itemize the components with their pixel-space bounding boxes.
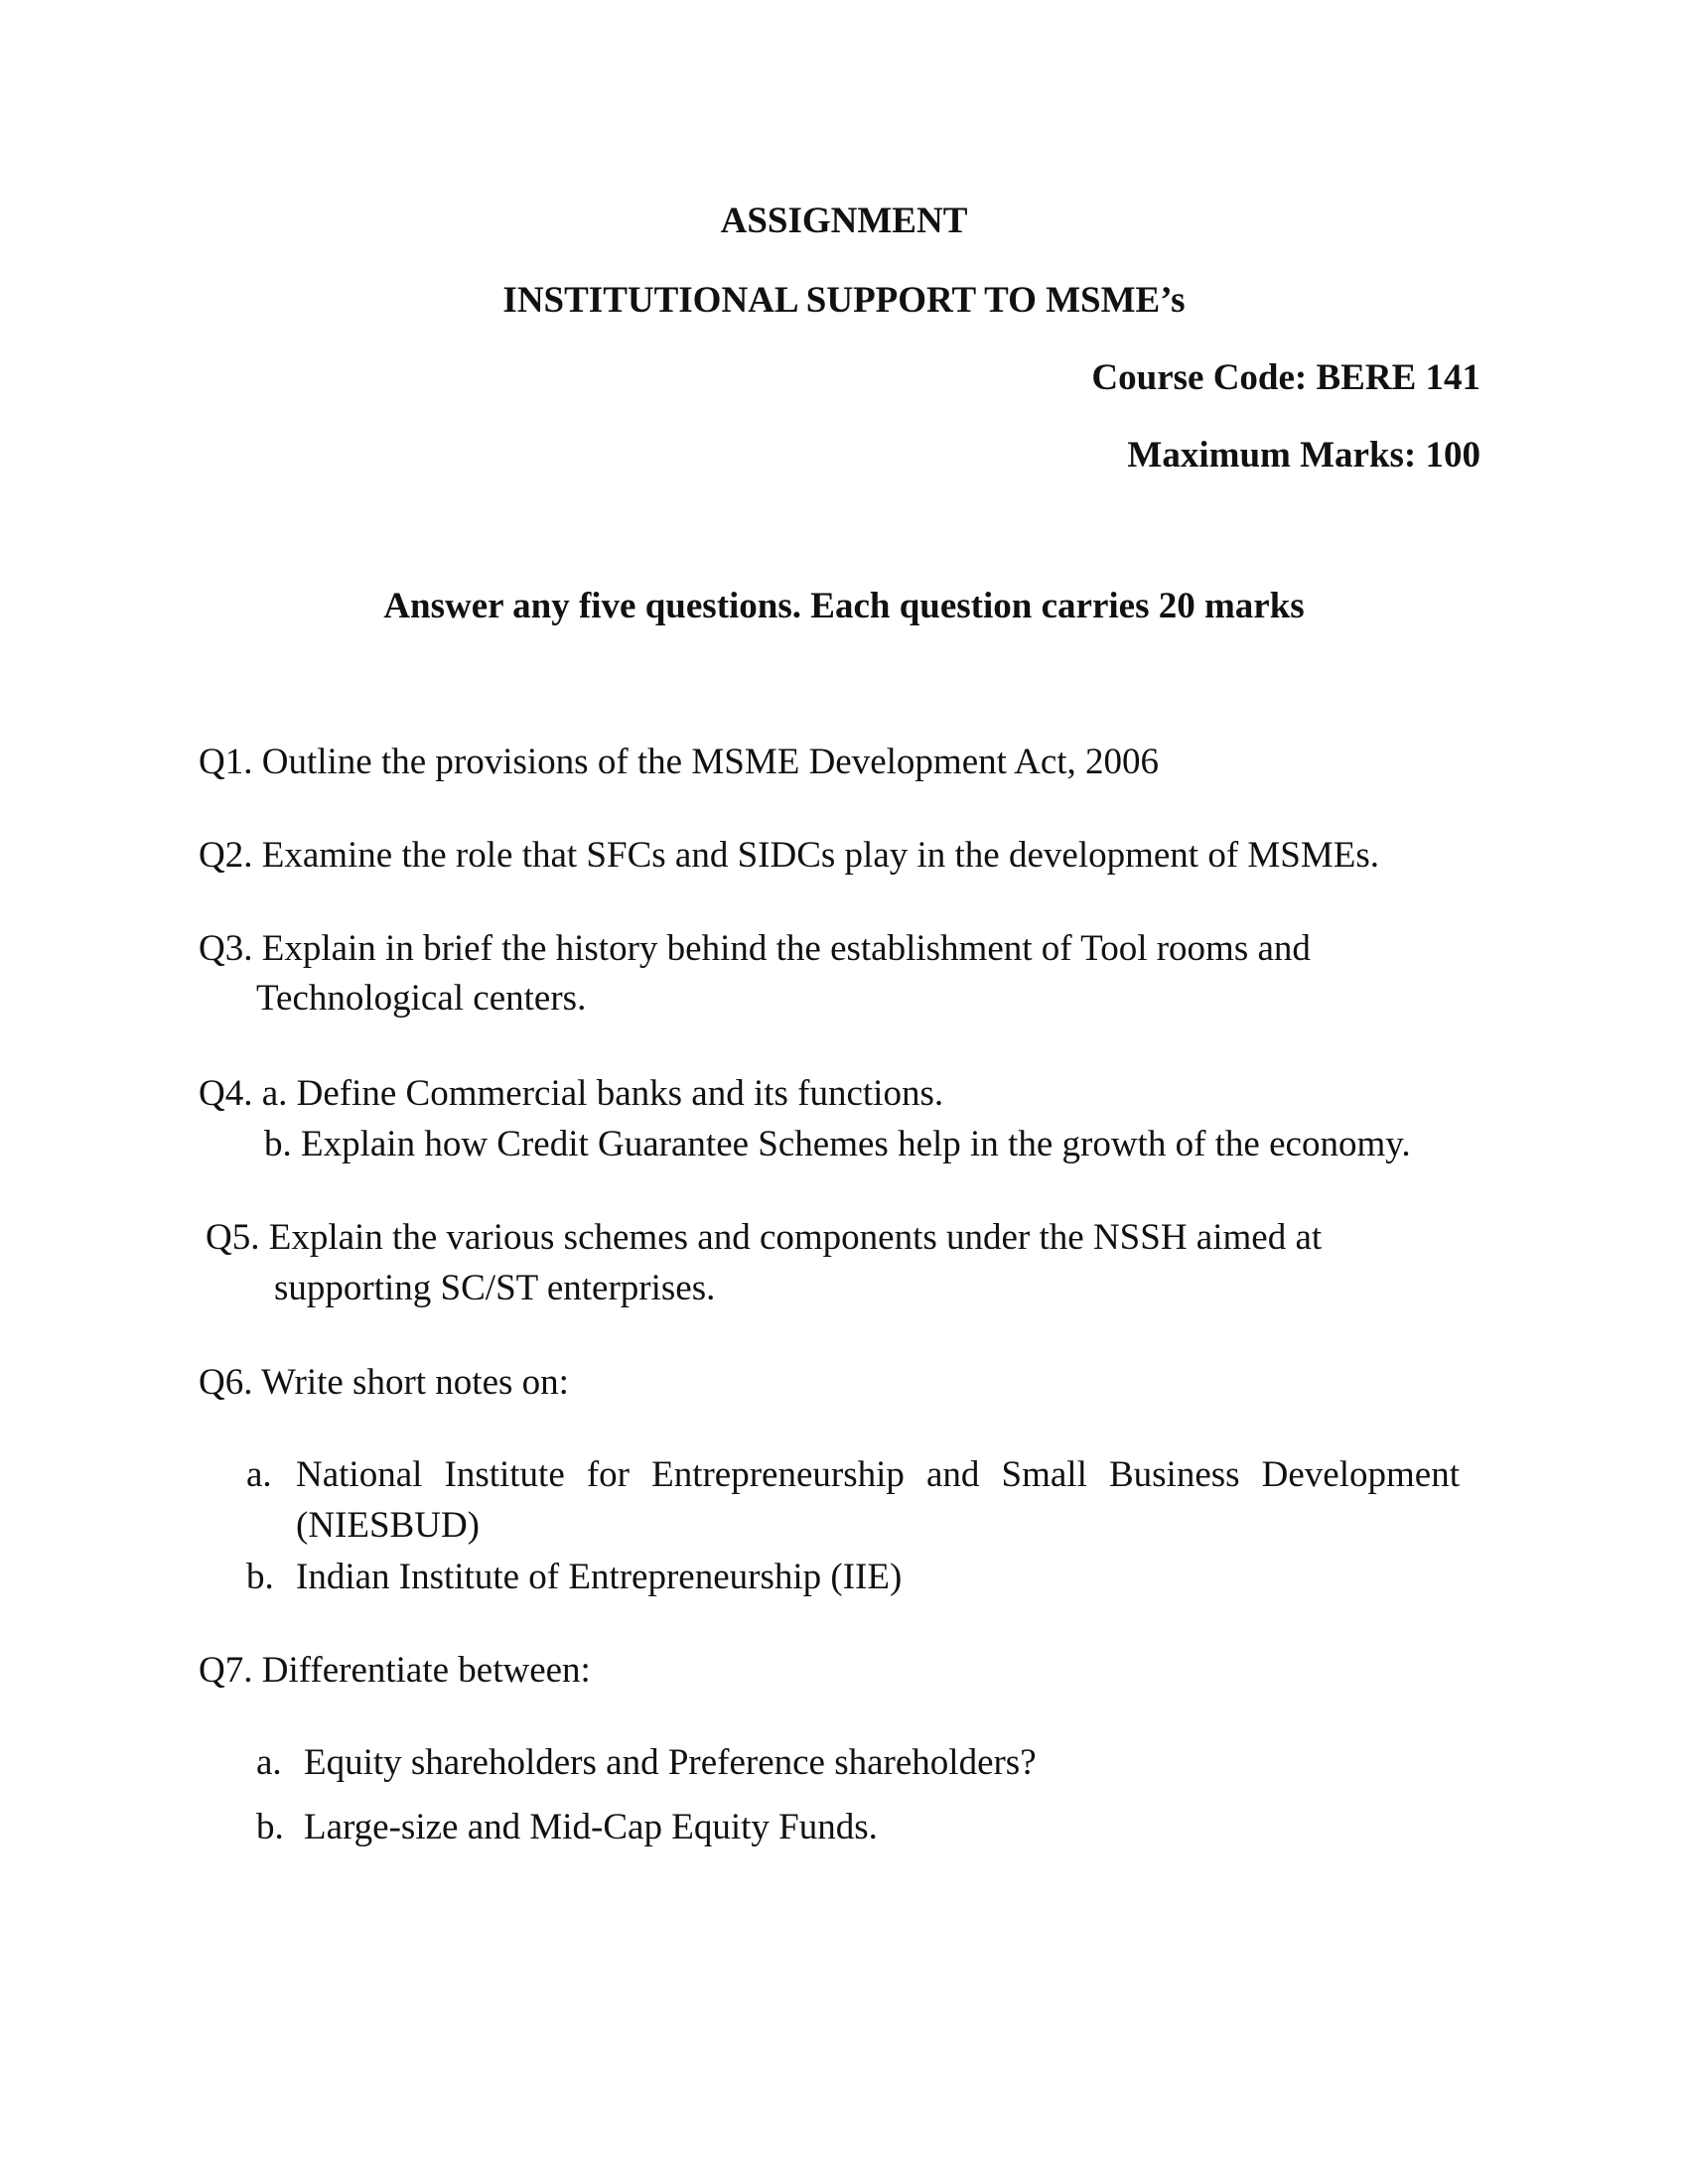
instruction-text: Answer any five questions. Each question carries 20 marks <box>383 586 1305 626</box>
question-6-a-line-1 <box>296 1456 1460 1493</box>
question-5-line-1: Q5. Explain the various schemes and components under the NSSH aimed at <box>206 1217 1323 1258</box>
question-4-part-b: b. Explain how Credit Guarantee Schemes help in the growth of the economy. <box>264 1124 1411 1164</box>
question-3-line-2: Technological centers. <box>256 978 587 1019</box>
question-6-a-word: Development <box>1261 1454 1460 1495</box>
question-6-a-marker: a. <box>246 1454 272 1495</box>
question-5-line-2: supporting SC/ST enterprises. <box>274 1268 716 1308</box>
question-1: Q1. Outline the provisions of the MSME Development Act, 2006 <box>199 742 1160 782</box>
assignment-title: ASSIGNMENT <box>720 201 968 241</box>
question-6-a-line-2: (NIESBUD) <box>296 1505 480 1546</box>
question-3-line-1: Q3. Explain in brief the history behind the establishment of Tool rooms and <box>199 928 1311 969</box>
maximum-marks: Maximum Marks: 100 <box>1127 435 1480 476</box>
course-title: INSTITUTIONAL SUPPORT TO MSME’s <box>502 280 1186 321</box>
question-6: Q6. Write short notes on: <box>199 1362 569 1403</box>
question-6-a-word: Business <box>1108 1454 1240 1495</box>
question-7-b-marker: b. <box>256 1807 284 1847</box>
question-6-a-word: Entrepreneurship <box>651 1454 905 1495</box>
question-6-b-text: Indian Institute of Entrepreneurship (IIE) <box>296 1557 903 1597</box>
question-7-b-text: Large-size and Mid-Cap Equity Funds. <box>304 1807 878 1847</box>
question-6-a-word: National <box>296 1454 423 1495</box>
question-7-a-text: Equity shareholders and Preference shareholders? <box>304 1742 1037 1783</box>
question-6-a-word: for <box>586 1454 631 1495</box>
question-2: Q2. Examine the role that SFCs and SIDCs play in the development of MSMEs. <box>199 835 1380 876</box>
question-6-a-word: Institute <box>444 1454 565 1495</box>
question-6-b-marker: b. <box>246 1557 274 1597</box>
question-6-a-word: and <box>926 1454 980 1495</box>
course-code: Course Code: BERE 141 <box>1091 357 1480 398</box>
question-4-part-a: Q4. a. Define Commercial banks and its functions. <box>199 1073 944 1114</box>
question-7: Q7. Differentiate between: <box>199 1650 591 1691</box>
question-6-a-word: Small <box>1001 1454 1087 1495</box>
question-7-a-marker: a. <box>256 1742 282 1783</box>
